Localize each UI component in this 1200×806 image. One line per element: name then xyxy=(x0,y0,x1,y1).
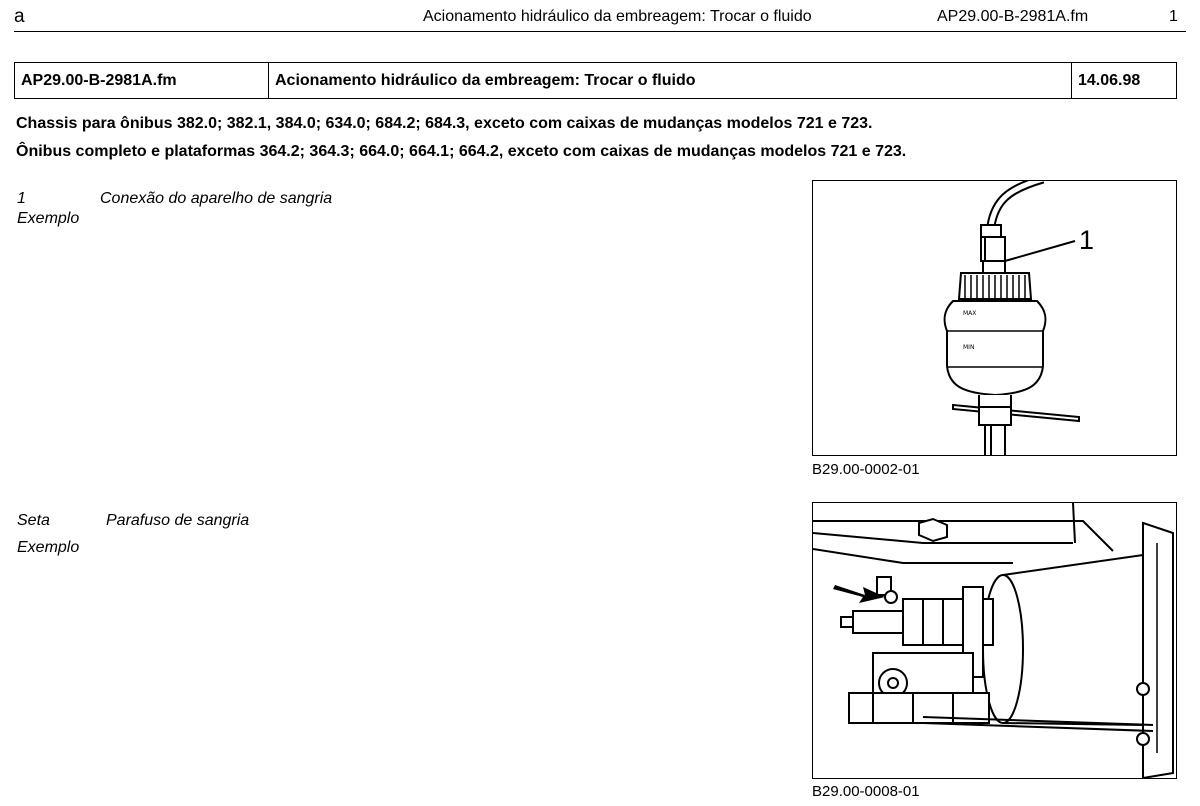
document-date-cell: 14.06.98 xyxy=(1072,63,1177,99)
legend-1-key: 1 xyxy=(17,190,26,207)
figure-reservoir xyxy=(812,180,1177,456)
legend-1-text: Conexão do aparelho de sangria xyxy=(100,190,333,207)
document-info-row xyxy=(15,63,1177,99)
header-title: Acionamento hidráulico da embreagem: Trocar o fluido xyxy=(423,8,812,25)
header-page-number: 1 xyxy=(1169,8,1178,25)
document-info-table xyxy=(14,62,1177,99)
callout-number-1: 1 xyxy=(1079,225,1095,255)
figure-1-caption: B29.00-0002-01 xyxy=(812,461,920,478)
applicability-line-1: Chassis para ônibus 382.0; 382.1, 384.0; 634.0; 684.2; 684.3, exceto com caixas de mudanças modelos 721 e 723. xyxy=(16,115,873,132)
legend-1-note: Exemplo xyxy=(17,210,80,227)
applicability-line-2: Ônibus completo e plataformas 364.2; 364.3; 664.0; 664.1; 664.2, exceto com caixas de mudanças modelos 721 e 723. xyxy=(16,143,907,160)
figure-2-caption: B29.00-0008-01 xyxy=(812,783,920,800)
legend-2-key: Seta xyxy=(17,512,50,529)
legend-2-text: Parafuso de sangria xyxy=(106,512,250,529)
reservoir-min-label: MIN xyxy=(963,344,975,351)
header-doc-code: AP29.00-B-2981A.fm xyxy=(937,8,1089,25)
reservoir-illustration xyxy=(813,181,1176,455)
figure-slave-cylinder xyxy=(812,502,1177,779)
slave-cylinder-illustration xyxy=(813,503,1176,778)
legend-2-note: Exemplo xyxy=(17,539,80,556)
document-code-cell: AP29.00-B-2981A.fm xyxy=(15,63,269,99)
header-letter: a xyxy=(14,6,25,27)
reservoir-max-label: MAX xyxy=(963,310,977,317)
document-title-cell: Acionamento hidráulico da embreagem: Trocar o fluido xyxy=(269,63,1072,99)
header-rule xyxy=(14,31,1186,32)
